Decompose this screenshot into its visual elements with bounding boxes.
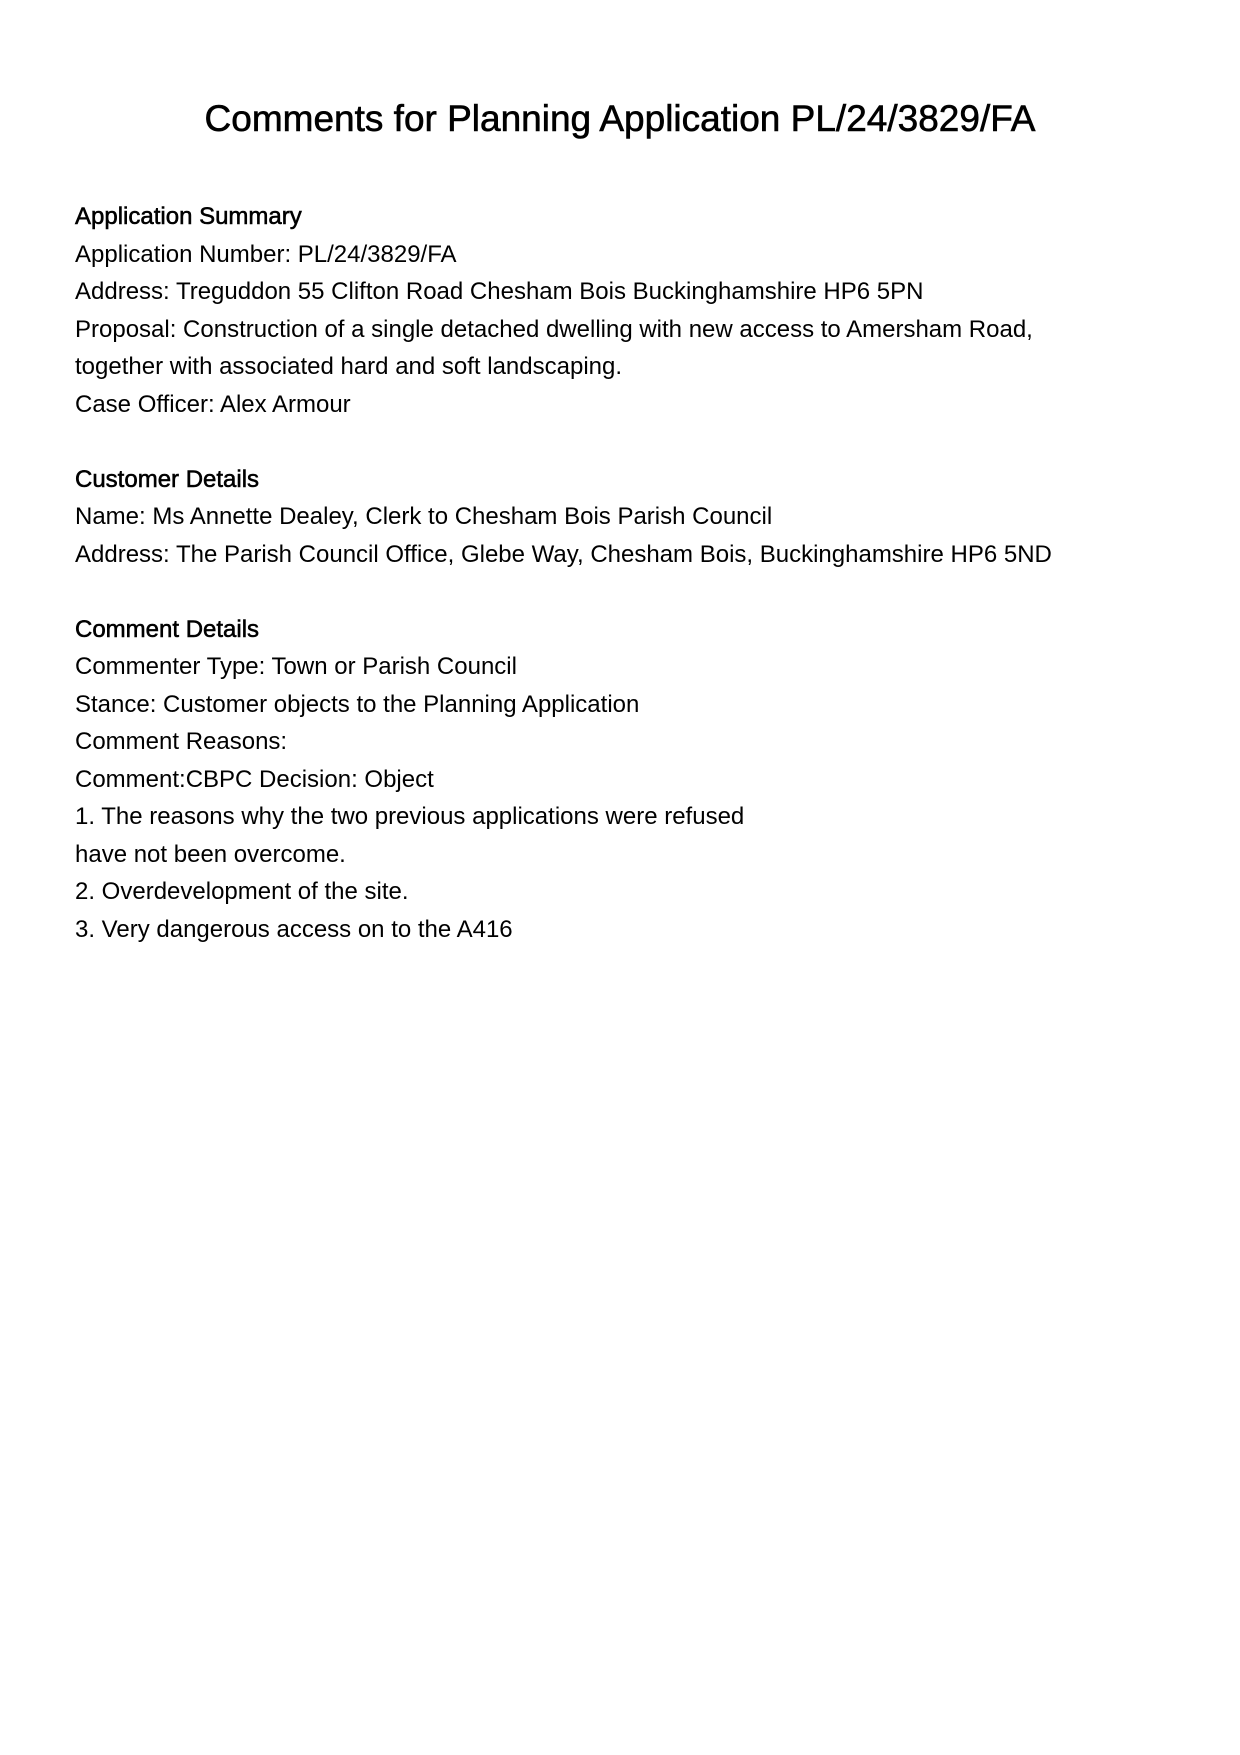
application-proposal: Proposal: Construction of a single detached dwelling with new access to Amersham Road, together with associated hard and soft landscaping. [75, 315, 1033, 380]
comment-reasons: Comment Reasons: [75, 728, 288, 755]
comment-details-section [75, 611, 1185, 949]
comment-point: have not been overcome. [75, 840, 346, 868]
comment-text: Comment:CBPC Decision: Object [75, 765, 434, 793]
comment-point: 1. The reasons why the two previous applications were refused [75, 803, 745, 830]
customer-details-section [75, 461, 1185, 574]
application-number: Application Number: PL/24/3829/FA [75, 240, 457, 268]
application-summary-heading: Application Summary [75, 203, 302, 230]
case-officer: Case Officer: Alex Armour [75, 390, 351, 418]
commenter-type: Commenter Type: Town or Parish Council [75, 653, 517, 680]
customer-details-heading: Customer Details [75, 465, 260, 493]
document-body [75, 198, 1185, 986]
comment-point: 3. Very dangerous access on to the A416 [75, 915, 513, 943]
customer-address: Address: The Parish Council Office, Glebe Way, Chesham Bois, Buckinghamshire HP6 5ND [75, 540, 1052, 568]
comment-details-heading: Comment Details [75, 615, 260, 643]
application-summary-section [75, 198, 1185, 423]
customer-name: Name: Ms Annette Dealey, Clerk to Chesham Bois Parish Council [75, 503, 773, 530]
document-title: Comments for Planning Application PL/24/3829/FA [204, 98, 1036, 139]
comment-stance: Stance: Customer objects to the Planning Application [75, 690, 640, 718]
application-address: Address: Treguddon 55 Clifton Road Chesham Bois Buckinghamshire HP6 5PN [75, 278, 924, 305]
comment-point: 2. Overdevelopment of the site. [75, 878, 409, 905]
